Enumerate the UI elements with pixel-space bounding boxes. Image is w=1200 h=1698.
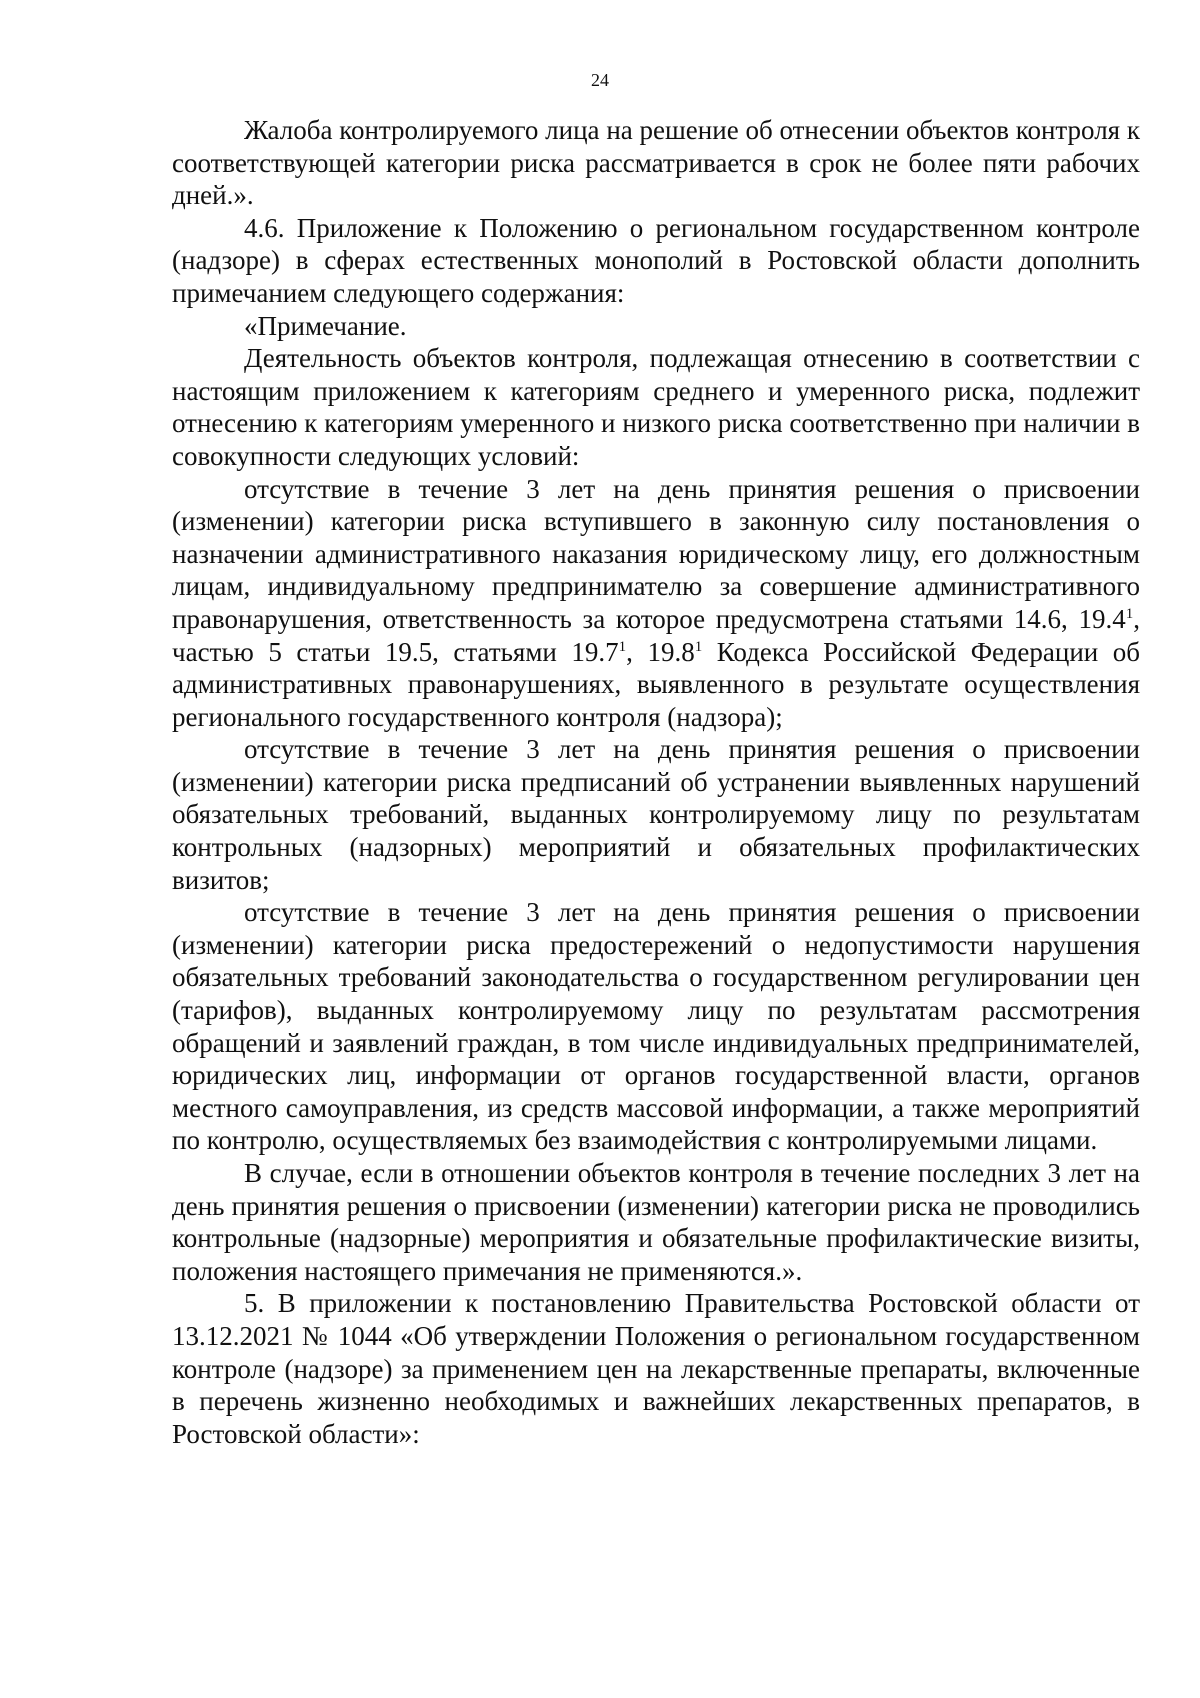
condition-penalty-text-3: , 19.8 [626,636,695,667]
document-body [172,114,1140,1450]
paragraph-complaint-term: Жалоба контролируемого лица на решение об отнесении объектов контроля к соответствующей категории риска рассматривается в срок не более пяти рабочих дней.». [172,115,1140,211]
superscript-2: 1 [618,638,627,655]
page-number: 24 [591,70,609,90]
condition-penalty-text-4: Кодекса Российской Федерации об административных правонарушениях, выявленного в результате осуществления регионального государственного контроля (надзора); [172,636,1140,732]
superscript-1: 1 [1125,605,1134,622]
paragraph-note-heading: «Примечание. [244,310,407,341]
paragraph-item-4-6: 4.6. Приложение к Положению о региональном государственном контроле (надзоре) в сферах естественных монополий в Ростовской области дополнить примечанием следующего содержания: [172,212,1140,308]
condition-penalty-text-2: , частью 5 статьи 19.5, статьями 19.7 [172,603,1140,667]
paragraph-item-5: 5. В приложении к постановлению Правительства Ростовской области от 13.12.2021 № 1044 «Об утверждении Положения о региональном государственном контроле (надзоре) за применением цен на лекарственные препараты, включенные в перечень жизненно необходимых и важнейших лекарственных препаратов, в Ростовской области»: [172,1288,1140,1449]
paragraph-condition-penalty [172,473,1140,734]
paragraph-exception: В случае, если в отношении объектов контроля в течение последних 3 лет на день принятия решения о присвоении (изменении) категории риска не проводились контрольные (надзорные) мероприятия и обязательные профилактические визиты, положения настоящего примечания не применяются.». [172,1158,1140,1286]
paragraph-note-intro: Деятельность объектов контроля, подлежащая отнесению в соответствии с настоящим приложением к категориям среднего и умеренного риска, подлежит отнесению к категориям умеренного и низкого риска соответственно при наличии в совокупности следующих условий: [172,343,1140,471]
superscript-3: 1 [694,638,703,655]
paragraph-condition-orders: отсутствие в течение 3 лет на день принятия решения о присвоении (изменении) категории риска предписаний об устранении выявленных нарушений обязательных требований, выданных контролируемому лицу по результатам контрольных (надзорных) мероприятий и обязательных профилактических визитов; [172,734,1140,895]
condition-penalty-text-1: отсутствие в течение 3 лет на день принятия решения о присвоении (изменении) категории риска вступившего в законную силу постановления о назначении административного наказания юридическому лицу, его должностным лицам, индивидуальному предпринимателю за совершение административного правонарушения, ответственность за которое предусмотрена статьями 14.6, 19.4 [172,473,1140,634]
paragraph-condition-warnings: отсутствие в течение 3 лет на день принятия решения о присвоении (изменении) категории риска предостережений о недопустимости нарушения обязательных требований законодательства о государственном регулировании цен (тарифов), выданных контролируемому лицу по результатам рассмотрения обращений и заявлений граждан, в том числе индивидуальных предпринимателей, юридических лиц, информации от органов государственной власти, органов местного самоуправления, из средств массовой информации, а также мероприятий по контролю, осуществляемых без взаимодействия с контролируемыми лицами. [172,897,1140,1156]
